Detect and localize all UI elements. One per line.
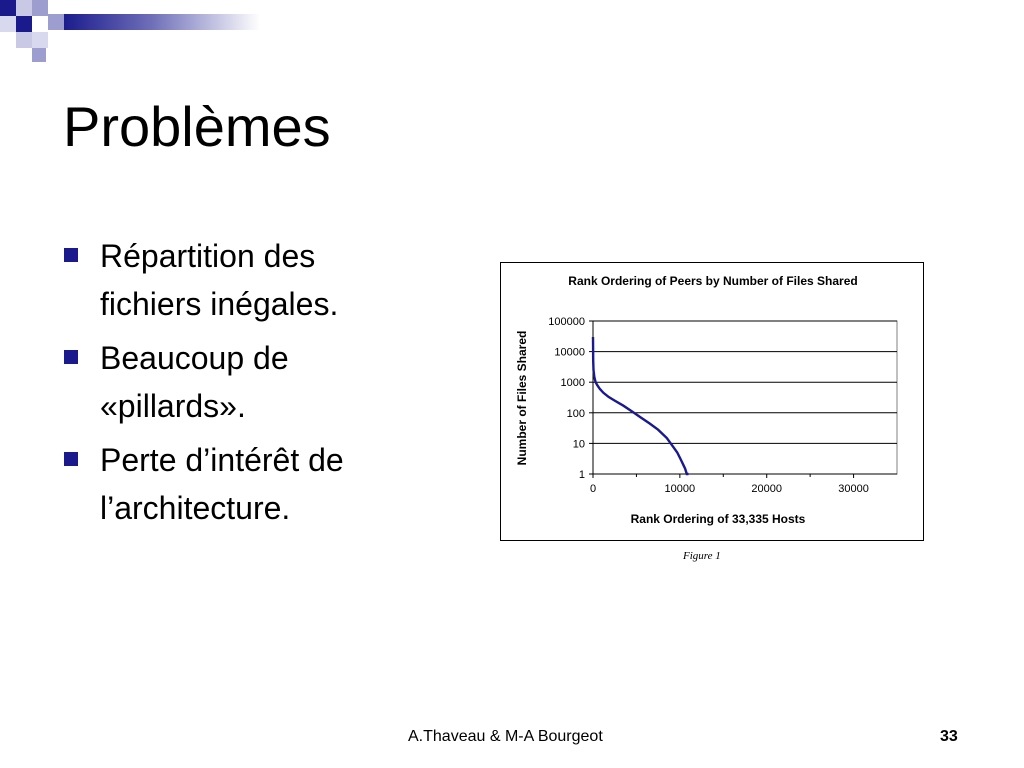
y-tick-label: 1000	[560, 377, 585, 390]
y-tick-label: 100000	[548, 316, 585, 328]
header-gradient-band	[62, 14, 260, 30]
y-tick-label: 1	[578, 469, 585, 481]
y-tick-label: 10	[572, 438, 585, 451]
corner-decoration	[0, 0, 260, 70]
chart-title: Rank Ordering of Peers by Number of Files Shared	[568, 274, 858, 288]
x-tick-label: 0	[589, 483, 597, 495]
deco-square	[48, 14, 64, 30]
chart-axes	[589, 321, 897, 478]
bullet-item	[64, 334, 424, 430]
chart-gridlines	[593, 321, 897, 474]
x-tick-labels	[590, 483, 869, 495]
deco-square	[32, 48, 46, 62]
x-tick-label: 30000	[838, 483, 869, 495]
square-bullet-icon	[64, 248, 78, 262]
deco-square	[0, 16, 16, 32]
x-tick-label: 10000	[664, 483, 696, 495]
plot-area-frame	[593, 321, 897, 474]
y-axis-label: Number of Files Shared	[515, 330, 529, 466]
deco-square	[0, 0, 16, 16]
figure-caption: Figure 1	[683, 550, 721, 562]
chart-svg	[501, 263, 925, 542]
square-bullet-icon	[64, 350, 78, 364]
y-tick-labels	[548, 316, 585, 481]
bullet-text: Répartition des fichiers inégales.	[100, 238, 339, 322]
chart-figure	[500, 262, 924, 541]
x-tick-label: 20000	[751, 483, 783, 495]
deco-square	[16, 0, 32, 16]
y-tick-label: 100	[566, 407, 585, 420]
deco-square	[32, 0, 48, 16]
deco-square	[16, 32, 32, 48]
bullet-text: Beaucoup de «pillards».	[100, 340, 289, 424]
page-number: 33	[940, 728, 958, 745]
bullet-text: Perte d’intérêt de l’architecture.	[100, 442, 344, 526]
x-axis-label: Rank Ordering of 33,335 Hosts	[630, 512, 806, 526]
slide-title: Problèmes	[63, 95, 331, 158]
deco-square	[32, 32, 48, 48]
bullet-list	[64, 232, 424, 538]
square-bullet-icon	[64, 452, 78, 466]
deco-square	[16, 16, 32, 32]
y-tick-label: 10000	[554, 346, 585, 359]
bullet-item	[64, 232, 424, 328]
series-line	[593, 337, 689, 474]
bullet-item	[64, 436, 424, 532]
footer-author: A.Thaveau & M-A Bourgeot	[408, 728, 603, 745]
